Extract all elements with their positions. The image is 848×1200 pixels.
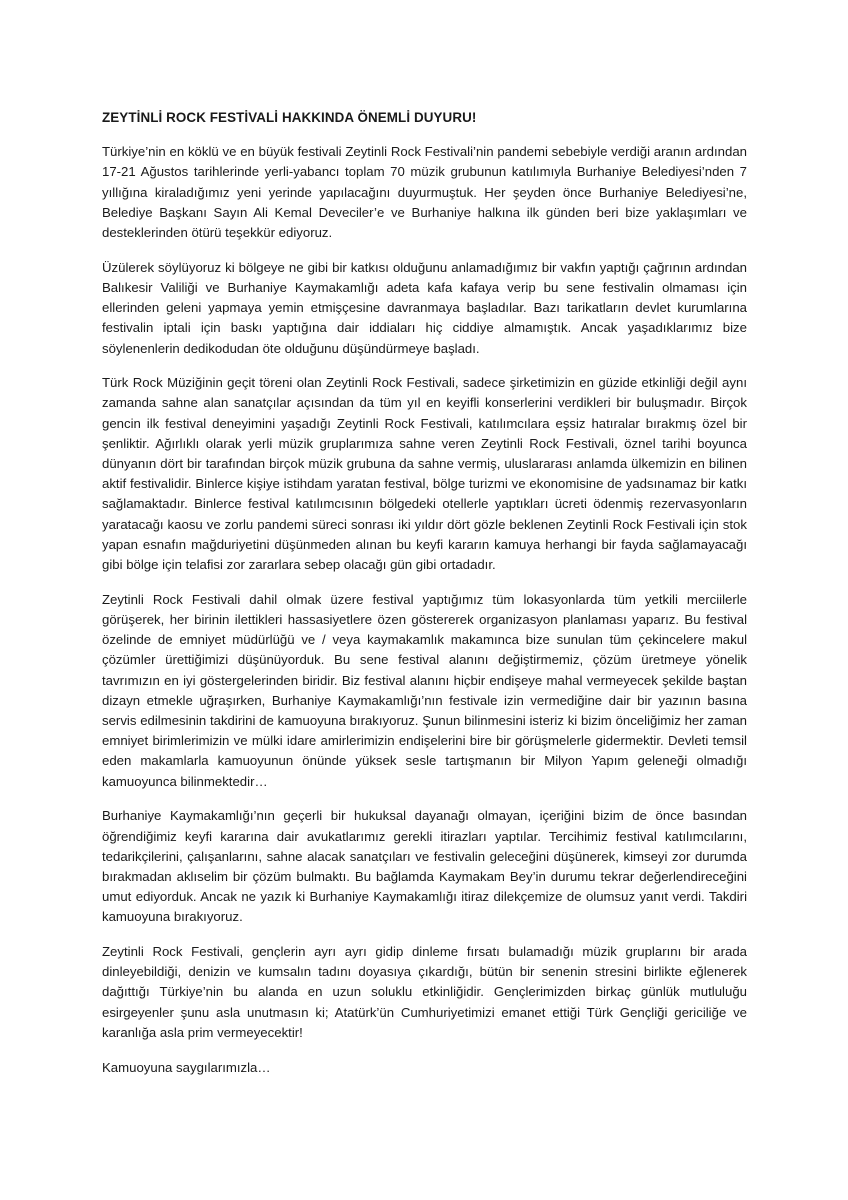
paragraph: Burhaniye Kaymakamlığı’nın geçerli bir hukuksal dayanağı olmayan, içeriğini bizim de önce basından öğrendiğimiz keyfi kararına dair avukatlarımız gerekli itirazları yaptılar. Tercihimiz festival katılımcılarını, tedarikçilerini, çalışanlarını, sahne alacak sanatçıları ve festivalin geleceğini düşünerek, kimseyi zor durumda bırakmadan aklıselim bir çözüm bulmaktı. Bu bağlamda Kaymakam Bey’in durumu tekrar değerlendireceğini umut ediyorduk. Ancak ne yazık ki Burhaniye Kaymakamlığı itiraz dilekçemize de olumsuz yanıt verdi. Takdiri kamuoyuna bırakıyoruz. (102, 808, 747, 925)
paragraph: Üzülerek söylüyoruz ki bölgeye ne gibi bir katkısı olduğunu anlamadığımız bir vakfın yaptığı çağrının ardından Balıkesir Valiliği ve Burhaniye Kaymakamlığı adeta kafa kafaya verip bu sene festivalin olmaması için ellerinden geleni yapmaya yemin etmişçesine davranmaya başladılar. Bazı tarikatların devlet kurumlarına festivalin iptali için baskı yaptığına dair iddiaları hiç ciddiye almamıştık. Ancak yaşadıklarımız bize söylenenlerin dedikodudan öte olduğunu düşündürmeye başladı. (102, 259, 747, 356)
paragraph: Türkiye’nin en köklü ve en büyük festivali Zeytinli Rock Festivali’nin pandemi sebebiyle verdiği aranın ardından 17-21 Ağustos tarihlerinde yerli-yabancı toplam 70 müzik grubunun katılımıyla Burhaniye Belediyesi’nden 7 yıllığına kiraladığımız yeni yerinde yapılacağını duyurmuştuk. Her şeyden önce Burhaniye Belediyesi’ne, Belediye Başkanı Sayın Ali Kemal Deveciler’e ve Burhaniye halkına ilk günden beri bize yaklaşımları ve desteklerinden ötürü teşekkür ediyoruz. (102, 144, 747, 241)
paragraph: Zeytinli Rock Festivali dahil olmak üzere festival yaptığımız tüm lokasyonlarda tüm yetkili merciilerle görüşerek, her birinin ilettikleri hassasiyetlere özen göstererek organizasyon planlaması yaparız. Bu festival özelinde de emniyet müdürlüğü ve / veya kaymakamlık makamınca bize sunulan tüm çekincelere makul çözümler ürettiğimizi düşünüyorduk. Bu sene festival alanını değiştirmemiz, çözüm üretmeye yönelik tavrımızın en iyi göstergelerinden biridir. Biz festival alanını hiçbir endişeye mahal vermeyecek şekilde baştan dizayn etmekle uğraşırken, Burhaniye Kaymakamlığı’nın festivale izin vermediğine dair bir yazının basına servis edilmesinin takdirini de kamuoyuna bırakıyoruz. Şunun bilinmesini isteriz ki bizim önceliğimiz her zaman emniyet birimlerimizin ve mülki idare amirlerimizin endişelerini bire bir görüşmelerle gidermektir. Devleti temsil eden makamlarla kamuoyunun önünde yüksek sesle tartışmanın bir Milyon Yapım geleneği olmadığı kamuoyunca bilinmektedir… (102, 591, 747, 789)
document-title: ZEYTİNLİ ROCK FESTİVALİ HAKKINDA ÖNEMLİ DUYURU! (102, 110, 477, 125)
closing-line: Kamuoyuna saygılarımızla… (102, 1059, 271, 1075)
paragraph: Türk Rock Müziğinin geçit töreni olan Zeytinli Rock Festivali, sadece şirketimizin en güzide etkinliği değil aynı zamanda sahne alan sanatçılar açısından da tüm yıl en keyifli konserlerini verdikleri bir buluşmadır. Birçok gencin ilk festival deneyimini yaşadığı Zeytinli Rock Festivali, katılımcılara eşsiz hatıralar bırakmış özel bir şenliktir. Ağırlıklı olarak yerli müzik gruplarımıza sahne veren Zeytinli Rock Festivali, öznel tarihi boyunca dünyanın dört bir tarafından birçok müzik grubuna da sahne vermiş, uluslararası anlamda ülkemizin en bilinen aktif festivalidir. Binlerce kişiye istihdam yaratan festival, bölge turizmi ve ekonomisine de yadsınamaz bir katkı sağlamaktadır. Binlerce festival katılımcısının bölgedeki otellerle yaptıkları ücreti ödenmiş rezervasyonların yaratacağı kaosu ve zorlu pandemi süreci sonrası iki yıldır dört gözle beklenen Zeytinli Rock Festivali için stok yapan esnafın mağduriyetini düşünmeden alınan bu keyfi kararın kamuya herhangi bir fayda sağlamayacağı gibi bölge için telafisi zor zararlara sebep olacağı gün gibi ortadadır. (102, 375, 747, 573)
document-body (102, 108, 747, 1078)
paragraph: Zeytinli Rock Festivali, gençlerin ayrı ayrı gidip dinleme fırsatı bulamadığı müzik gruplarını bir arada dinleyebildiği, denizin ve kumsalın tadını doyasıya çıkardığı, bütün bir senenin stresini birlikte eğlenerek dağıttığı Türkiye’nin bu alanda en uzun soluklu etkinliğidir. Gençlerimizden birkaç günlük mutluluğu esirgeyenler şunu asla unutmasın ki; Atatürk’ün Cumhuriyetimizi emanet ettiği Türk Gençliği gericiliğe ve karanlığa asla prim vermeyecektir! (102, 944, 747, 1040)
